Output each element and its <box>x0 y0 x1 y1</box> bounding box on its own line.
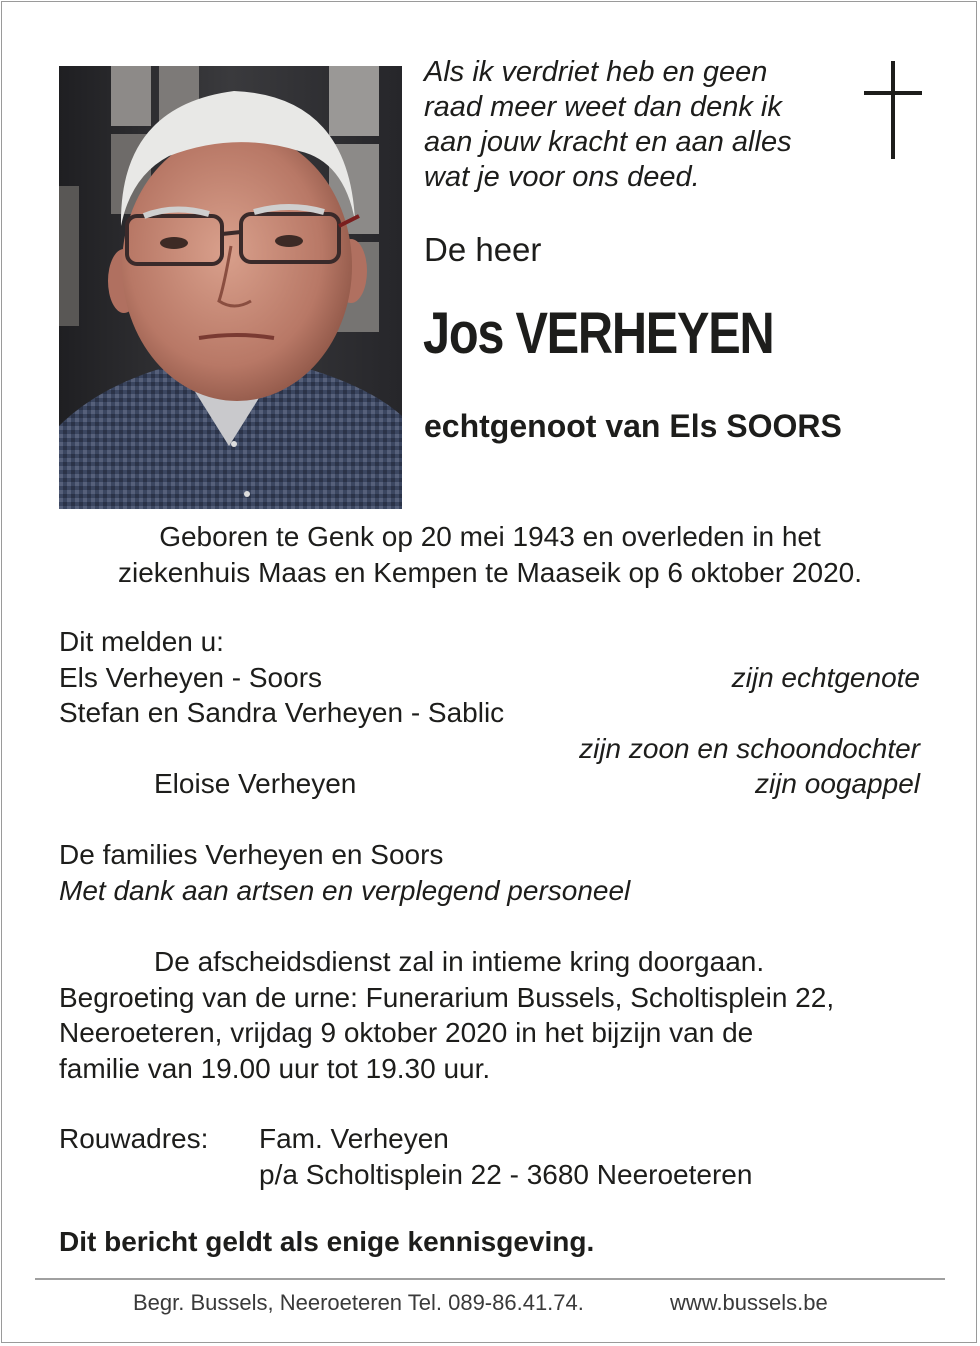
poem <box>424 55 844 195</box>
thanks-line: Met dank aan artsen en verplegend personeel <box>59 874 631 906</box>
birth-death-line: ziekenhuis Maas en Kempen te Maaseik op 6 oktober 2020. <box>117 557 862 588</box>
mourners-list <box>59 624 920 802</box>
families-block <box>59 837 920 908</box>
service-line: Begroeting van de urne: Funerarium Bussels, Scholtisplein 22, <box>59 981 835 1013</box>
mourner-name: Eloise Verheyen <box>154 768 357 799</box>
notice: Dit bericht geldt als enige kennisgeving. <box>59 1226 595 1257</box>
service-line: familie van 19.00 uur tot 19.30 uur. <box>59 1052 491 1084</box>
mourner-relation: zijn zoon en schoondochter <box>579 732 920 764</box>
mourner-relation: zijn oogappel <box>754 768 920 799</box>
portrait-photo <box>59 66 402 509</box>
families-line: De families Verheyen en Soors <box>59 839 444 870</box>
mourner-relation: zijn echtgenote <box>731 661 920 693</box>
mourner-name: Stefan en Sandra Verheyen - Sablic <box>59 697 505 728</box>
service-line: De afscheidsdienst zal in intieme kring doorgaan. <box>154 946 765 977</box>
mourning-address <box>59 1121 920 1192</box>
cross-icon <box>864 61 922 159</box>
service-line: Neeroeteren, vrijdag 9 oktober 2020 in het bijzijn van de <box>59 1017 754 1048</box>
mourner-name: Els Verheyen - Soors <box>59 661 323 693</box>
birth-death-line: Geboren te Genk op 20 mei 1943 en overleden in het <box>159 521 821 552</box>
address-line: Fam. Verheyen <box>259 1123 449 1154</box>
poem-line: Als ik verdriet heb en geen <box>424 56 768 88</box>
poem-line: raad meer weet dan denk ik <box>424 91 782 123</box>
poem-line: aan jouw kracht en aan alles <box>424 126 792 158</box>
address-line: p/a Scholtisplein 22 - 3680 Neeroeteren <box>259 1158 753 1190</box>
address-label: Rouwadres: <box>59 1123 209 1154</box>
spouse-line: echtgenoot van Els SOORS <box>424 408 842 444</box>
title-prefix: De heer <box>424 231 542 268</box>
mourners-intro: Dit melden u: <box>59 626 224 657</box>
footer-undertaker: Begr. Bussels, Neeroeteren Tel. 089-86.41.74. <box>133 1290 584 1315</box>
birth-death-text <box>40 519 940 591</box>
service-info <box>59 944 920 1086</box>
deceased-name: Jos VERHEYEN <box>423 301 774 366</box>
footer-website[interactable]: www.bussels.be <box>670 1290 828 1315</box>
poem-line: wat je voor ons deed. <box>424 161 700 193</box>
footer-divider <box>35 1278 945 1280</box>
